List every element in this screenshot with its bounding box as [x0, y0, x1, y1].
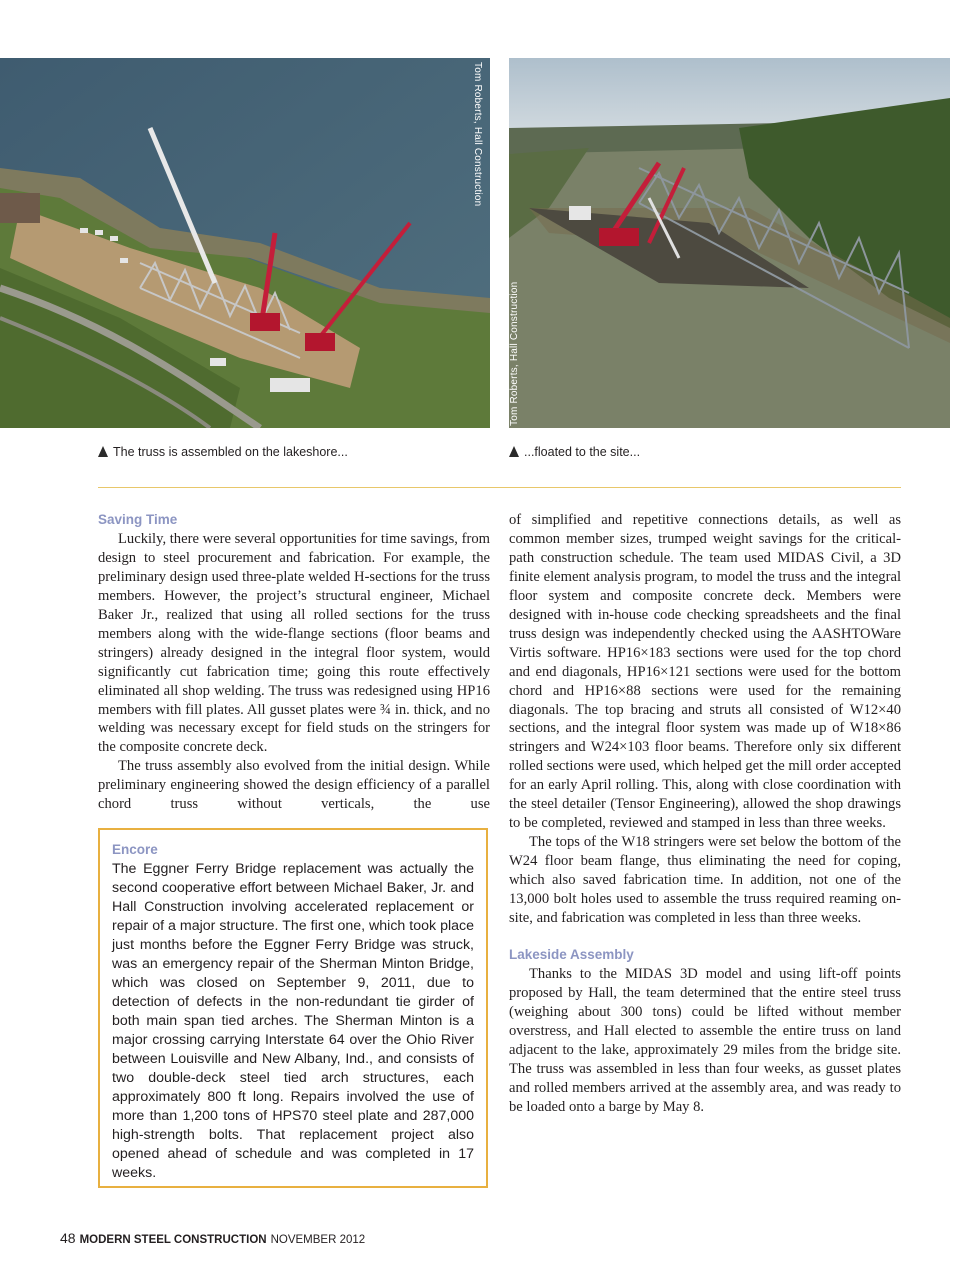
subhead-lakeside-assembly: Lakeside Assembly — [509, 946, 634, 962]
page-footer — [60, 1230, 365, 1248]
photo-credit-left: Tom Roberts, Hall Construction — [472, 62, 483, 207]
paragraph-saving-time-2: The truss assembly also evolved from the initial design. While preliminary engineering showed the design efficiency of a parallel chord truss without verticals, the use — [98, 758, 490, 813]
caption-triangle-icon — [98, 446, 108, 457]
caption-triangle-icon — [509, 446, 519, 457]
barge-photo-illustration — [509, 58, 950, 428]
article-column-right — [509, 511, 901, 1117]
sidebar-body: The Eggner Ferry Bridge replacement was actually the second cooperative effort between Michael Baker, Jr. and Hall Construction involving accelerated replacement or repair of a major structure. The first one, which took place just months before the Eggner Ferry Bridge was struck, was an emergency repair of the Sherman Minton Bridge, which was closed on September 9, 2011, due to detection of defects in the non-redundant tie girder of both main span tied arches. The Sherman Minton is a major crossing carrying Interstate 64 over the Ohio River between Louisville and New Albany, Ind., and consists of two double-deck steel tied arch structures, each approximately 800 ft long. Repairs involved the use of more than 1,200 tons of HPS70 steel plate and 287,000 high-strength bolts. That replacement project also opened ahead of schedule and was completed in 17 weeks. — [112, 861, 474, 1181]
caption-left — [98, 445, 348, 459]
paragraph-saving-time-3: The tops of the W18 stringers were set below the bottom of the W24 floor beam flange, thus eliminating the need for coping, which also saved fabrication time. In addition, not one of the 13,000 bolt holes used to assemble the truss required reaming on-site, and fabrication was completed in less than three weeks. — [509, 834, 901, 927]
paragraph-saving-time-1: Luckily, there were several opportunities for time savings, from design to steel procurement and fabrication. For example, the preliminary design used three-plate welded H-sections for the truss members. However, the project’s structural engineer, Michael Baker Jr., realized that using all rolled sections for the truss members along with the wide-flange sections (floor beams and stringers) already designed in the integral floor system, would significantly cut fabrication time; going this route effectively eliminated all shop welding. The truss was redesigned using HP16 members with fill plates. All gusset plates were ¾ in. thick, and no welding was necessary except for field studs on the stringers for the composite concrete deck. — [98, 530, 490, 756]
sidebar-encore — [98, 828, 488, 1188]
magazine-name: MODERN STEEL CONSTRUCTION — [79, 1234, 267, 1246]
photo-lakeshore-assembly — [0, 58, 490, 428]
caption-left-text: The truss is assembled on the lakeshore... — [113, 445, 348, 459]
paragraph-lakeside-1: Thanks to the MIDAS 3D model and using lift-off points proposed by Hall, the team determined that the entire steel truss (weighing about 300 tons) could be lifted without member overstress, and Hall elected to assemble the entire truss on land adjacent to the lake, approximately 29 miles from the bridge site. The truss was assembled in less than four weeks, as gusset plates and rolled members arrived at the assembly area, and was ready to be loaded onto a barge by May 8. — [509, 965, 901, 1115]
article-column-left — [98, 511, 490, 814]
section-divider — [98, 487, 901, 488]
caption-right — [509, 445, 640, 459]
page-number: 48 — [60, 1230, 76, 1246]
subhead-saving-time: Saving Time — [98, 512, 178, 527]
issue-date: NOVEMBER 2012 — [270, 1234, 366, 1246]
paragraph-saving-time-2-continued: of simplified and repetitive connections details, as well as common member sizes, trumped weight savings for the critical-path construction schedule. The team used MIDAS Civil, a 3D finite element analysis program, to model the truss and the integral floor system and composite concrete deck. Members were designed with in-house code checking spreadsheets and the final truss design was independently checked using the AASHTOWare Virtis software. HP16×183 sections were used for the top chord and end diagonals, HP16×121 sections were used for the bottom chord and HP16×88 sections were used for the remaining diagonals. The top bracing and struts all consisted of W12×40 sections, and the integral floor system was made up of W18×86 stringers and W24×103 floor beams. Therefore only six different rolled sections were used, which helped get the mill order accepted for an early April rolling. This, along with close coordination with the steel detailer (Tensor Engineering), allowed the shop drawings to be completed, reviewed and stamped in less than three weeks. — [509, 512, 901, 832]
photo-credit-right: Tom Roberts, Hall Construction — [509, 281, 520, 426]
sidebar-title: Encore — [112, 842, 158, 857]
photo-truss-barge — [509, 58, 950, 428]
caption-right-text: ...floated to the site... — [524, 445, 641, 459]
lakeshore-photo-illustration — [0, 58, 490, 428]
